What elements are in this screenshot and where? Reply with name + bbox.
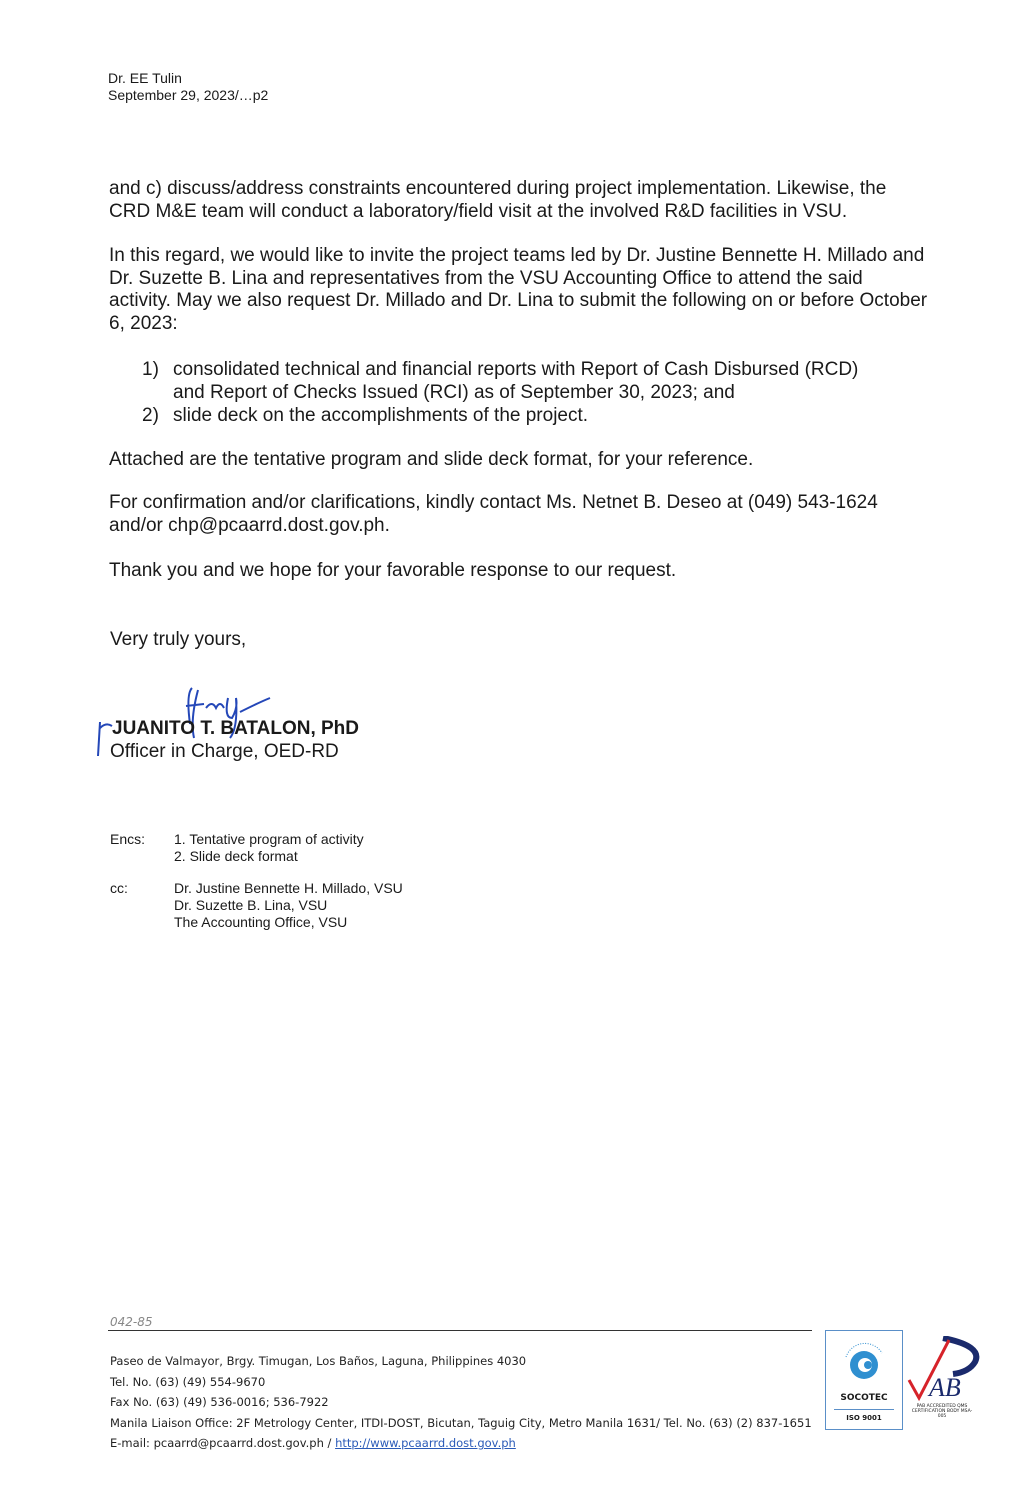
enclosures-list: 1. Tentative program of activity 2. Slide deck format: [174, 831, 364, 864]
paragraph-3: Attached are the tentative program and slide deck format, for your reference.: [109, 449, 754, 470]
paragraph-5: Thank you and we hope for your favorable response to our request.: [109, 560, 677, 581]
letter-header: [108, 70, 268, 104]
paragraph-1: and c) discuss/address constraints encountered during project implementation. Likewise, the CRD M&E team will conduct a laboratory/field visit at the involved R&D facilities in VSU.: [109, 178, 887, 222]
website-link[interactable]: http://www.pcaarrd.dost.gov.ph: [335, 1436, 516, 1450]
socotec-emblem-icon: [834, 1335, 894, 1387]
cc-list: Dr. Justine Bennette H. Millado, VSU Dr. Suzette B. Lina, VSU The Accounting Office, VSU: [174, 880, 403, 930]
socotec-logo: SOCOTEC ISO 9001: [825, 1330, 903, 1430]
date-page: September 29, 2023/…p2: [108, 87, 269, 103]
signatory-title: Officer in Charge, OED-RD: [110, 741, 339, 762]
list-item: 2) slide deck on the accomplishments of the project.: [142, 405, 589, 426]
closing: Very truly yours,: [110, 629, 247, 650]
handwritten-code: 042-85: [110, 1315, 153, 1329]
recipient: Dr. EE Tulin: [108, 70, 182, 86]
footer-divider: [108, 1330, 812, 1331]
enclosures-label: Encs:: [110, 831, 146, 847]
paragraph-4: For confirmation and/or clarifications, kindly contact Ms. Netnet B. Deseo at (049) 543-1624 and/or chp@pcaarrd.dost.gov.ph.: [109, 492, 878, 536]
paragraph-2: In this regard, we would like to invite the project teams led by Dr. Justine Bennette H. Millado and Dr. Suzette B. Lina and representatives from the VSU Accounting Office to attend the said activity. May we also request Dr. Millado and Dr. Lina to submit the following on or before October 6, 2023:: [109, 245, 928, 334]
cc-label: cc:: [110, 880, 128, 896]
pab-check-icon: [905, 1336, 980, 1402]
list-item: 1) consolidated technical and financial reports with Report of Cash Disbursed (RCD) and Report of Checks Issued (RCI) as of September 30, 2023; and: [142, 359, 859, 403]
footer-contact: Paseo de Valmayor, Brgy. Timugan, Los Baños, Laguna, Philippines 4030 Tel. No. (63) (49) 554-9670 Fax No. (63) (49) 536-0016; 536-7922 Manila Liaison Office: 2F Metrology Center, ITDI-DOST, Bicutan, Taguig City, Metro Manila 1631/ Tel. No. (63) (2) 837-1651 E-mail: pcaarrd@pcaarrd.dost.gov.ph / http://www.pcaarrd.dost.gov.ph: [110, 1354, 812, 1450]
pab-logo: AB PAB ACCREDITED QMS CERTIFICATION BODY MSA-005: [905, 1336, 980, 1426]
svg-text:AB: AB: [929, 1373, 961, 1402]
signatory-name: JUANITO T. BATALON, PhD: [112, 718, 359, 739]
